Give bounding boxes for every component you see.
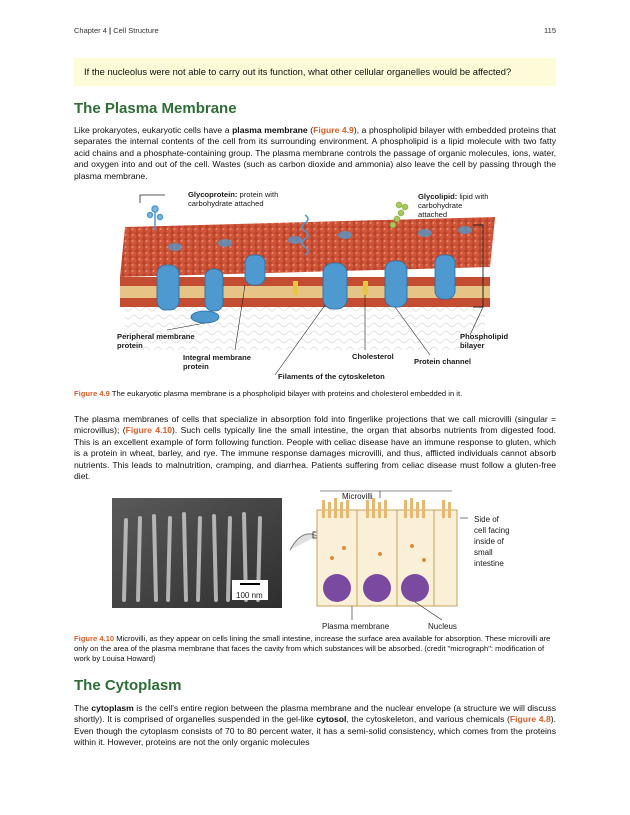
label-text: Phospholipid xyxy=(460,332,509,341)
cholesterol-molecule xyxy=(293,281,298,295)
label-text: Side of xyxy=(474,515,499,524)
paragraph-microvilli xyxy=(74,414,556,482)
label-glycolipid xyxy=(418,192,488,219)
label-text: inside of xyxy=(474,537,504,546)
text-run: is the cell's entire region between the plasma membrane and the nuclear envelope (a structure we will discuss shortly). It is comprised of organelles suspended in the gel-like xyxy=(74,703,556,725)
label-integral-protein xyxy=(183,353,251,371)
label-text: carbohydrate xyxy=(418,201,463,210)
microvilli-figure xyxy=(112,488,522,636)
header-section: Cell Structure xyxy=(113,26,159,35)
label-text: Peripheral membrane xyxy=(117,332,195,341)
label-cholesterol: Cholesterol xyxy=(352,352,394,361)
nuclei xyxy=(323,574,429,602)
page-number: 115 xyxy=(544,26,556,35)
text-run: ( xyxy=(307,125,314,135)
caption-text: Microvilli, as they appear on cells lining the small intestine, increase the surface area available for absorption. These microvilli are only on the area of the plasma membrane that faces the cavity from which substances will be absorbed. (credit "micrograph": modification of work by Louisa Howard) xyxy=(74,634,551,663)
label-text: small xyxy=(474,548,493,557)
integral-protein xyxy=(245,255,265,285)
peripheral-protein xyxy=(191,311,219,323)
label-nucleus: Nucleus xyxy=(428,622,457,631)
figure-4-9-caption xyxy=(74,389,556,399)
text-run: Like prokaryotes, eukaryotic cells have a xyxy=(74,125,233,135)
key-term: plasma membrane xyxy=(232,125,308,135)
figure-4-10-caption xyxy=(74,634,556,664)
figure-link[interactable]: Figure 4.8 xyxy=(509,714,551,725)
caption-text: The eukaryotic plasma membrane is a phospholipid bilayer with proteins and cholesterol embedded in it. xyxy=(109,389,463,398)
label-term: Glycolipid: xyxy=(418,192,458,201)
label-filaments-cytoskeleton: Filaments of the cytoskeleton xyxy=(278,372,385,381)
text-run: ). Even though the cytoplasm consists of 70 to 80 percent water, it has a semi-solid consistency, which comes from the proteins within it. However, proteins are not the only organic molecules xyxy=(74,714,557,748)
label-text: attached xyxy=(418,210,448,219)
label-text: lipid with xyxy=(457,192,489,201)
integral-protein xyxy=(323,263,347,309)
integral-protein xyxy=(205,269,223,311)
label-text: bilayer xyxy=(460,341,485,350)
text-run: The xyxy=(74,703,92,713)
text-run: , the cytoskeleton, and various chemicals ( xyxy=(346,714,510,725)
label-scale-bar: 100 nm xyxy=(236,591,263,600)
label-text: protein xyxy=(117,341,143,350)
label-text: intestine xyxy=(474,559,504,568)
label-text: carbohydrate attached xyxy=(188,199,264,208)
text-run: The plasma membranes of cells that specialize in absorption fold into fingerlike projections that we call microvilli (singular = microvillus); ( xyxy=(74,414,556,436)
integral-protein xyxy=(435,255,455,299)
label-text: cell facing xyxy=(474,526,510,535)
text-run: ), a phospholipid bilayer with embedded proteins that separates the internal contents of the cell from its surrounding environment. A phospholipid is a lipid molecule with two fatty acid chains and a phosphate-containing group. The plasma membrane controls the passage of organic molecules, ions, water, and oxygen into and out of the cell. Wastes (such as carbon dioxide and ammonia) also leave the cell by passing through the plasma membrane. xyxy=(74,125,557,181)
figure-link[interactable]: Figure 4.9 xyxy=(313,125,354,135)
section-heading-cytoplasm: The Cytoplasm xyxy=(74,677,182,694)
text-run: ). Such cells typically line the small intestine, the organ that absorbs nutrients from digested food. This is an excellent example of form following function. People with celiac disease have an immune response to gluten, which is a protein in wheat, barley, and rye. The immune response damages microvilli, and thus, afflicted individuals cannot absorb nutrients. This leads to malnutrition, cramping, and diarrhea. Patients suffering from celiac disease must follow a gluten-free diet. xyxy=(74,425,556,482)
running-header xyxy=(74,26,556,35)
section-heading-plasma-membrane: The Plasma Membrane xyxy=(74,100,237,117)
key-term: cytosol xyxy=(316,714,347,725)
caption-label: Figure 4.10 xyxy=(74,634,115,643)
scale-bar xyxy=(240,583,260,585)
label-term: Glycoprotein: xyxy=(188,190,238,199)
protein-channel xyxy=(385,261,407,307)
cholesterol-molecule xyxy=(363,281,368,295)
paragraph-plasma-membrane-intro xyxy=(74,125,556,182)
figure-link[interactable]: Figure 4.10 xyxy=(125,425,173,436)
label-side-of-cell xyxy=(474,514,510,569)
paragraph-cytoplasm xyxy=(74,703,556,749)
integral-protein xyxy=(157,265,179,310)
label-plasma-membrane: Plasma membrane xyxy=(322,622,390,631)
callout-text: If the nucleolus were not able to carry out its function, what other cellular organelles would be affected? xyxy=(84,66,512,77)
label-peripheral-protein xyxy=(117,332,195,350)
label-glycoprotein xyxy=(188,190,278,208)
key-term: cytoplasm xyxy=(91,703,134,713)
header-chapter: Chapter 4 xyxy=(74,26,107,35)
question-callout xyxy=(74,58,556,86)
label-text: protein xyxy=(183,362,209,371)
label-text: Integral membrane xyxy=(183,353,251,362)
label-text: protein with xyxy=(237,190,279,199)
header-divider: | xyxy=(109,26,112,35)
label-phospholipid-bilayer xyxy=(460,332,508,350)
label-microvilli: Microvilli xyxy=(342,492,373,501)
caption-label: Figure 4.9 xyxy=(74,389,110,398)
label-protein-channel: Protein channel xyxy=(414,357,471,366)
